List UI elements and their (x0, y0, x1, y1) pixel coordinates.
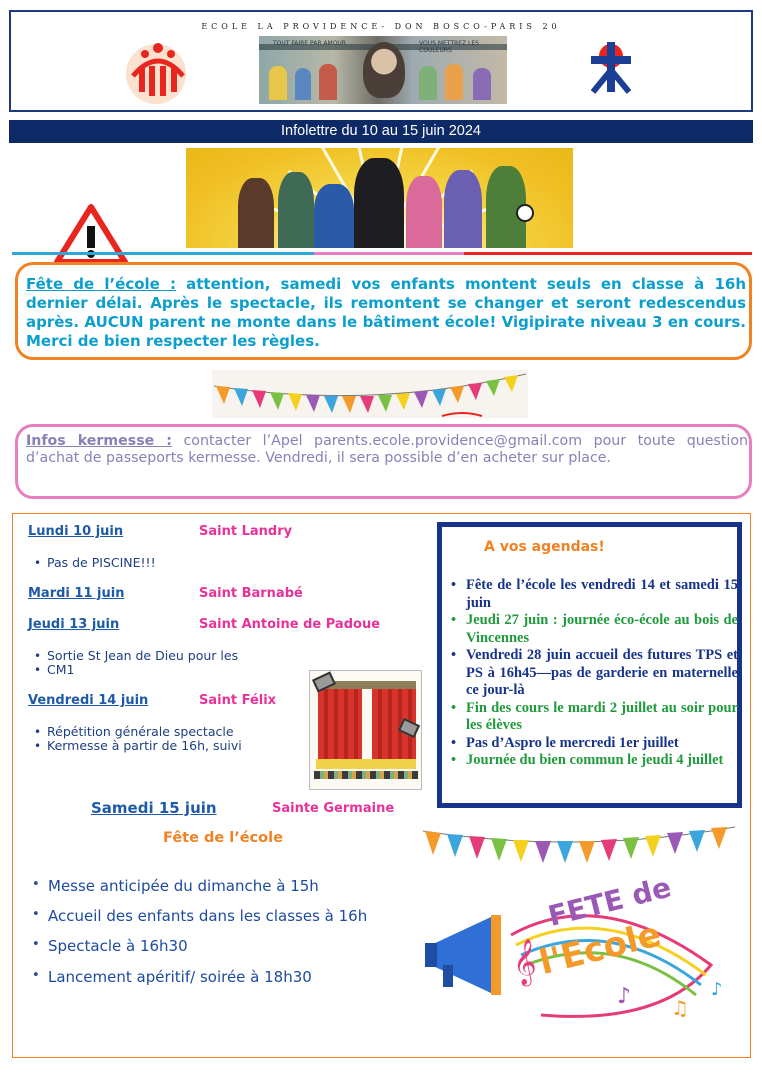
saint-vendredi: Saint Félix (199, 693, 277, 708)
school-name: ECOLE LA PROVIDENCE- DON BOSCO-PARIS 20 (201, 22, 561, 31)
fete-de-lecole-illustration (421, 825, 737, 1035)
list-item: • Sortie St Jean de Dieu pour les (47, 649, 238, 663)
megaphone-icon (425, 915, 501, 995)
fete-notice-body: attention, samedi vos enfants montent seuls en classe à 16h dernier délai. Après le spectacle, ils remontent se changer et seront redescendus après. AUCUN parent ne monte dans le bâtiment école! Vigipirate niveau 3 en cours. Merci de bien respecter les règles. (26, 275, 746, 350)
fete-notice-box (15, 262, 752, 360)
agenda-item: • Vendredi 28 juin accueil des futures TPS et PS à 16h45—pas de garderie en maternelle ce jour-là (450, 647, 738, 700)
theater-stage-illustration (309, 670, 422, 790)
list-item: • Pas de PISCINE!!! (47, 556, 156, 570)
fete-art-line1: FETE de (544, 870, 675, 933)
svg-text:♫: ♫ (671, 996, 689, 1020)
color-rule-red (464, 252, 752, 255)
agenda-box (437, 522, 742, 808)
cross-logo-icon (585, 34, 635, 96)
warning-triangle-icon (54, 204, 128, 266)
newsletter-title: Infolettre du 10 au 15 juin 2024 (9, 120, 753, 143)
don-bosco-mural-photo (259, 36, 507, 104)
music-notes-icon: 𝄞 (513, 939, 537, 985)
fete-notice-text (26, 275, 746, 351)
list-item-continuation: • CM1 (47, 663, 74, 677)
agenda-title: A vos agendas! (484, 539, 605, 555)
day-vendredi: Vendredi 14 juin (28, 693, 149, 708)
fete-notice-label: Fête de l’école : (26, 275, 176, 293)
saint-jeudi: Saint Antoine de Padoue (199, 617, 381, 632)
kermesse-notice-body: contacter l’Apel parents.ecole.providence@gmail.com pour toute question d’achat de passeports kermesse. Vendredi, il sera possible d’en acheter sur place. (26, 433, 749, 466)
program-item: • Accueil des enfants dans les classes à 16h (48, 907, 367, 925)
day-jeudi: Jeudi 13 juin (28, 617, 120, 632)
color-rule-pink (314, 252, 464, 255)
salesian-logo-icon (123, 36, 193, 106)
saint-lundi: Saint Landry (199, 524, 293, 539)
day-lundi: Lundi 10 juin (28, 524, 124, 539)
kermesse-notice-label: Infos kermesse : (26, 433, 172, 449)
fete-art-line2: l'Ecole (535, 914, 665, 984)
svg-text:♪: ♪ (711, 979, 723, 1000)
saint-samedi: Sainte Germaine (272, 801, 395, 816)
bunting-icon (212, 370, 528, 418)
mural-text-right: VOUS METTREZ LES COULEURS (419, 40, 479, 54)
svg-text:♪: ♪ (617, 984, 632, 1009)
agenda-item: • Fête de l’école les vendredi 14 et samedi 15 juin (450, 577, 738, 612)
students-illustration (186, 148, 573, 248)
agenda-item: • Pas d’Aspro le mercredi 1er juillet (450, 735, 738, 753)
kermesse-notice-text (26, 433, 748, 467)
kermesse-notice-box (15, 424, 752, 499)
list-item: • Kermesse à partir de 16h, suivi (47, 739, 242, 753)
bunting-icon (421, 825, 737, 1035)
agenda-item: • Jeudi 27 juin : journée éco-école au bois de Vincennes (450, 612, 738, 647)
header (9, 10, 753, 112)
fete-program-title: Fête de l’école (163, 830, 283, 846)
day-mardi: Mardi 11 juin (28, 586, 125, 601)
agenda-list (450, 577, 738, 770)
list-item: • Répétition générale spectacle (47, 725, 234, 739)
program-item: • Messe anticipée du dimanche à 15h (48, 877, 319, 895)
program-item: • Spectacle à 16h30 (48, 937, 188, 955)
day-samedi: Samedi 15 juin (91, 799, 217, 817)
football-icon (516, 204, 534, 222)
agenda-item: • Journée du bien commun le jeudi 4 juillet (450, 752, 738, 770)
mural-text-left: TOUT FAIRE PAR AMOUR (273, 40, 346, 47)
color-rule-blue (12, 252, 314, 255)
agenda-item: • Fin des cours le mardi 2 juillet au soir pour les élèves (450, 700, 738, 735)
program-item: • Lancement apéritif/ soirée à 18h30 (48, 968, 312, 986)
saint-mardi: Saint Barnabé (199, 586, 303, 601)
